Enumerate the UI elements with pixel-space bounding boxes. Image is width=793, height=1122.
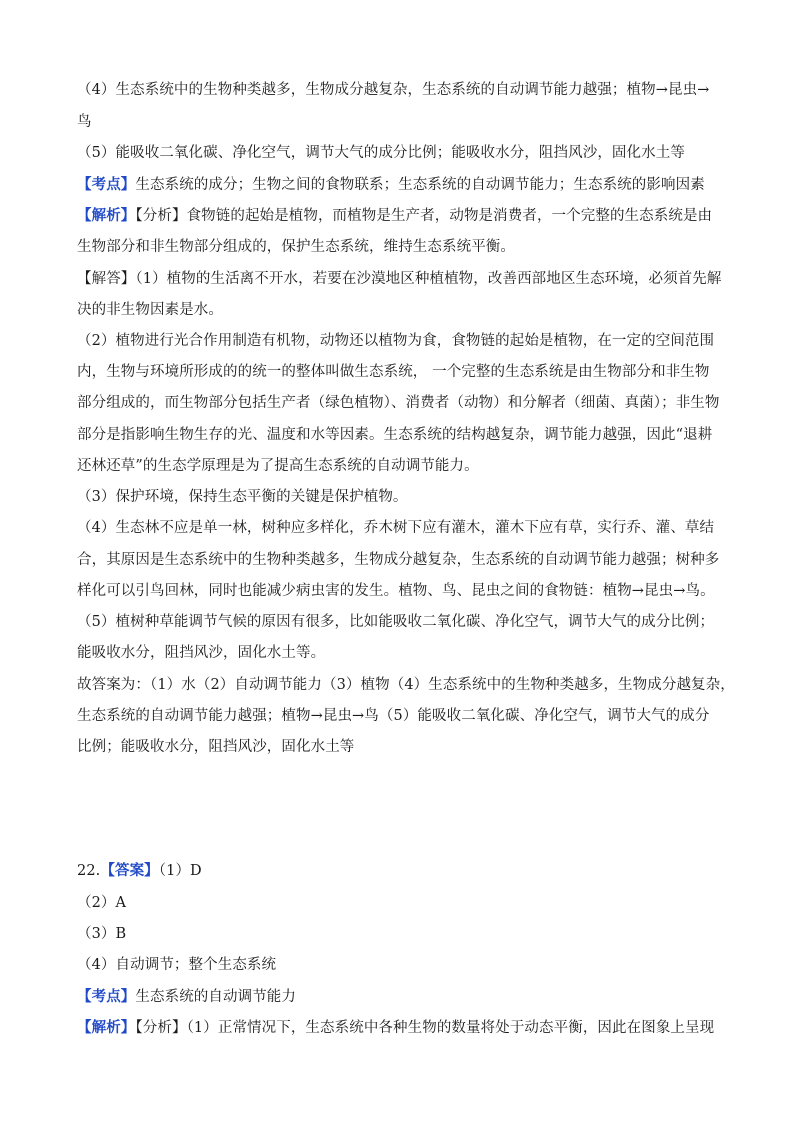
q22-kaodian-text: 生态系统的自动调节能力 bbox=[135, 989, 297, 1005]
final-answer-line-2: 生态系统的自动调节能力越强；植物→昆虫→鸟（5）能吸收二氧化碳、净化空气，调节大气的成分 bbox=[77, 708, 710, 724]
jiexi-tag: 【解析】 bbox=[77, 207, 136, 224]
answer-2: （2）A bbox=[77, 895, 127, 911]
jieda-line-12: （5）植树种草能调节气候的原因有很多，比如能吸收二氧化碳、净化空气，调节大气的成分比例； bbox=[77, 614, 715, 630]
fenxi-label: 【分析】 bbox=[135, 208, 187, 224]
q22-jiexi-tag: 【解析】 bbox=[77, 1019, 136, 1036]
jieda-line-5: 部分组成的，而生物部分包括生产者（绿色植物）、消费者（动物）和分解者（细菌、真菌）；非生物 bbox=[77, 395, 720, 411]
jieda-line-13: 能吸收水分，阻挡风沙，固化水土等。 bbox=[77, 645, 326, 661]
question-number: 22. bbox=[77, 863, 101, 879]
answer-line-5: （5）能吸收二氧化碳、净化空气，调节大气的成分比例；能吸收水分，阻挡风沙，固化水土等 bbox=[77, 145, 685, 161]
answer-line-4: （4）生态系统中的生物种类越多，生物成分越复杂，生态系统的自动调节能力越强；植物→昆虫→ bbox=[77, 82, 710, 98]
jieda-line-10: 合，其原因是生态系统中的生物种类越多，生物成分越复杂，生态系统的自动调节能力越强；树种多 bbox=[77, 552, 720, 568]
jieda-line-6: 部分是指影响生物生存的光、温度和水等因素。生态系统的结构越复杂，调节能力越强，因此“退耕 bbox=[77, 427, 713, 443]
q22-fenxi-label: 【分析】 bbox=[135, 1020, 187, 1036]
kaodian-tag: 【考点】 bbox=[77, 176, 136, 193]
jieda-line-11: 样化可以引鸟回林，同时也能减少病虫害的发生。植物、鸟、昆虫之间的食物链：植物→昆虫→鸟。 bbox=[77, 583, 715, 599]
jieda-text: （1）植物的生活离不开水，若要在沙漠地区种植植物，改善西部地区生态环境，必须首先解 bbox=[135, 271, 722, 287]
fenxi-text: 食物链的起始是植物，而植物是生产者，动物是消费者，一个完整的生态系统是由 bbox=[186, 208, 713, 224]
kaodian-text: 生态系统的成分；生物之间的食物联系；生态系统的自动调节能力；生态系统的影响因素 bbox=[135, 177, 705, 193]
answer-1: （1）D bbox=[158, 863, 202, 879]
answer-4: （4）自动调节；整个生态系统 bbox=[77, 957, 277, 973]
final-answer-line-1: 故答案为：（1）水（2）自动调节能力（3）植物（4）生态系统中的生物种类越多，生物成分越复杂， bbox=[77, 677, 735, 693]
q22-kaodian-tag: 【考点】 bbox=[77, 988, 136, 1005]
jieda-line-8: （3）保护环境，保持生态平衡的关键是保护植物。 bbox=[77, 489, 408, 505]
jieda-line bbox=[77, 269, 727, 289]
q22-jiexi-line bbox=[77, 1018, 727, 1038]
jieda-line-9: （4）生态林不应是单一林，树种应多样化，乔木树下应有灌木，灌木下应有草，实行乔、灌、草结 bbox=[77, 520, 715, 536]
jieda-line-4: 内，生物与环境所形成的的统一的整体叫做生态系统， 一个完整的生态系统是由生物部分和非生物 bbox=[77, 364, 710, 380]
fenxi-line-2: 生物部分和非生物部分组成的，保护生态系统，维持生态系统平衡。 bbox=[77, 239, 515, 255]
answer-line-4-cont: 鸟 bbox=[77, 114, 92, 130]
jieda-line-7: 还林还草”的生态学原理是为了提高生态系统的自动调节能力。 bbox=[77, 458, 479, 474]
q22-fenxi-text: （1）正常情况下，生态系统中各种生物的数量将处于动态平衡，因此在图象上呈现 bbox=[186, 1020, 715, 1036]
jieda-line-3: （2）植物进行光合作用制造有机物，动物还以植物为食，食物链的起始是植物，在一定的空间范围 bbox=[77, 333, 715, 349]
answer-3: （3）B bbox=[77, 926, 127, 942]
kaodian-line bbox=[77, 175, 727, 195]
answer-tag: 【答案】 bbox=[100, 862, 159, 879]
question-22-answer-line bbox=[77, 861, 727, 881]
jieda-label: 【解答】 bbox=[77, 271, 136, 287]
q22-kaodian-line bbox=[77, 987, 727, 1007]
final-answer-line-3: 比例；能吸收水分，阻挡风沙，固化水土等 bbox=[77, 739, 355, 755]
jiexi-line bbox=[77, 206, 727, 226]
jieda-line-2: 决的非生物因素是水。 bbox=[77, 302, 223, 318]
